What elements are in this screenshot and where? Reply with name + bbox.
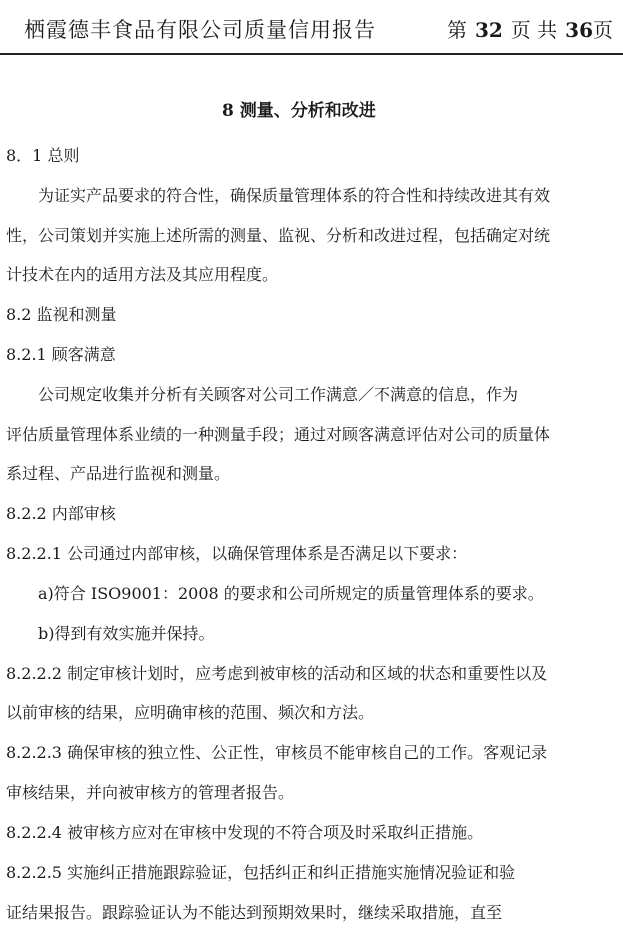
report-title: 栖霞德丰食品有限公司质量信用报告 xyxy=(24,18,376,42)
paragraph-line: 以前审核的结果，应明确审核的范围、频次和方法。 xyxy=(6,703,375,722)
header-rule xyxy=(0,53,623,55)
total-pages: 36 xyxy=(565,18,593,42)
heading-8-2: 8.2 监视和测量 xyxy=(6,305,117,324)
page-suffix: 页 xyxy=(593,18,613,42)
clause-8-2-2-5: 8.2.2.5 实施纠正措施跟踪验证，包括纠正和纠正措施实施情况验证和验 xyxy=(6,863,516,882)
paragraph-line: 证结果报告。跟踪验证认为不能达到预期效果时，继续采取措施，直至 xyxy=(6,903,503,922)
heading-8-1: 8．1 总则 xyxy=(6,146,80,165)
paragraph-line: 系过程、产品进行监视和测量。 xyxy=(6,464,231,483)
page-header xyxy=(0,0,623,54)
paragraph-line: 评估质量管理体系业绩的一种测量手段；通过对顾客满意评估对公司的质量体 xyxy=(6,425,551,444)
paragraph-line: 审核结果，并向被审核方的管理者报告。 xyxy=(6,783,295,802)
clause-8-2-2-4: 8.2.2.4 被审核方应对在审核中发现的不符合项及时采取纠正措施。 xyxy=(6,823,484,842)
paragraph-line: 计技术在内的适用方法及其应用程度。 xyxy=(6,265,279,284)
heading-8-2-2: 8.2.2 内部审核 xyxy=(6,504,116,523)
paragraph-line: 公司规定收集并分析有关顾客对公司工作满意／不满意的信息，作为 xyxy=(38,385,519,404)
page-prefix: 第 xyxy=(446,18,467,42)
paragraph-line: 为证实产品要求的符合性，确保质量管理体系的符合性和持续改进其有效 xyxy=(38,186,551,205)
clause-8-2-2-3: 8.2.2.3 确保审核的独立性、公正性，审核员不能审核自己的工作。客观记录 xyxy=(6,743,548,762)
clause-8-2-2-1: 8.2.2.1 公司通过内部审核，以确保管理体系是否满足以下要求： xyxy=(6,544,468,563)
page-number xyxy=(447,14,613,43)
section-title: 8 测量、分析和改进 xyxy=(222,101,376,121)
heading-8-2-1: 8.2.1 顾客满意 xyxy=(6,345,116,364)
paragraph-line: 性，公司策划并实施上述所需的测量、监视、分析和改进过程，包括确定对统 xyxy=(6,226,551,245)
current-page: 32 xyxy=(474,18,503,42)
page-mid: 页 共 xyxy=(510,18,558,42)
list-item-b: b)得到有效实施并保持。 xyxy=(38,624,215,643)
clause-8-2-2-2: 8.2.2.2 制定审核计划时，应考虑到被审核的活动和区域的状态和重要性以及 xyxy=(6,664,548,683)
list-item-a: a)符合 ISO9001：2008 的要求和公司所规定的质量管理体系的要求。 xyxy=(38,584,544,603)
